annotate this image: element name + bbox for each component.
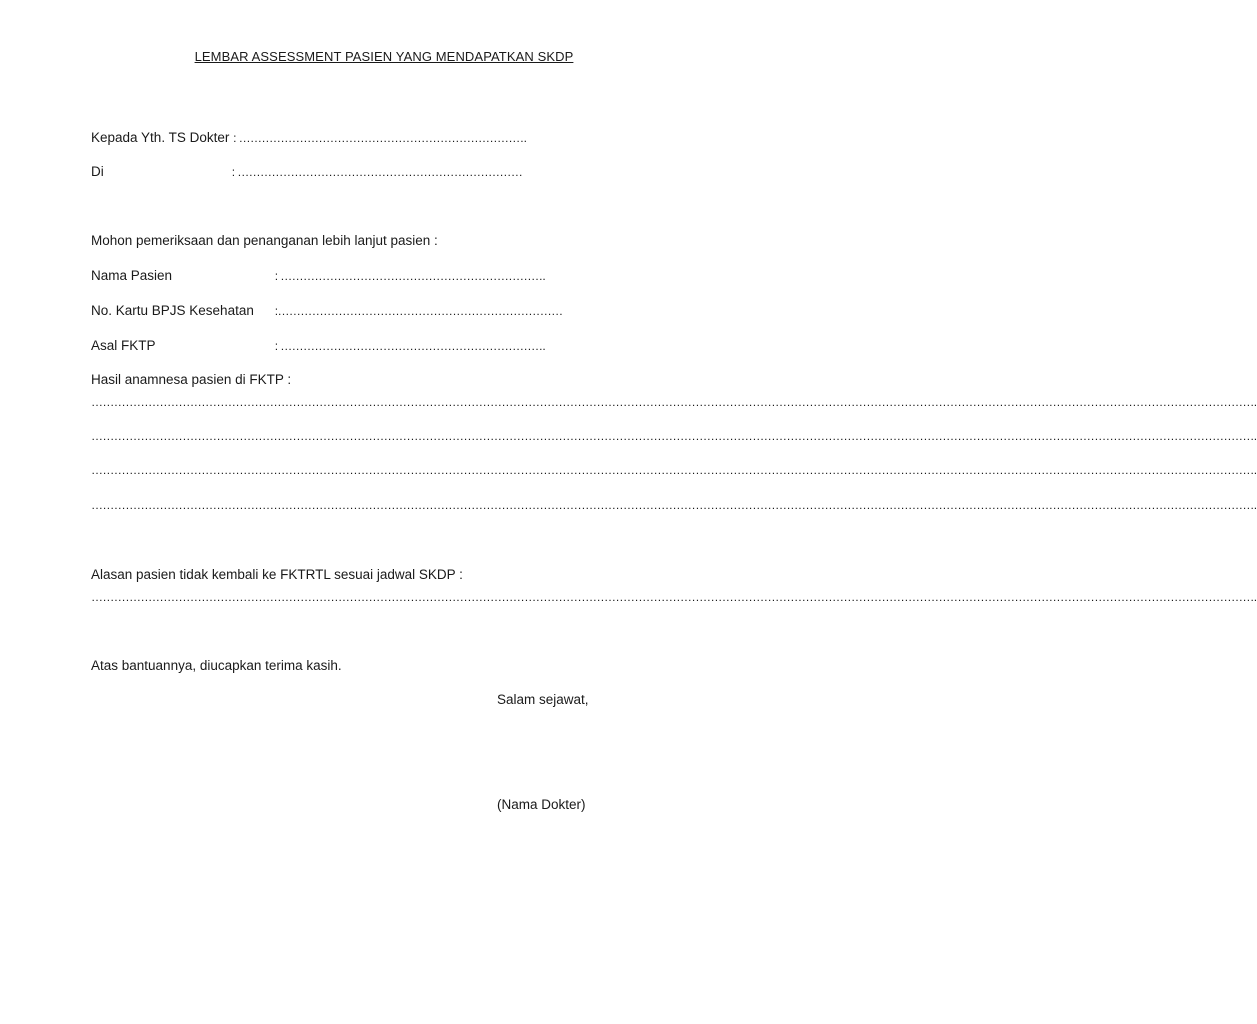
anamnesis-line-3: ………………………………………………………………………………………………………………………………………………………………………………………………………………………………………………………………………………. xyxy=(91,463,1257,477)
patient-bpjs-label: No. Kartu BPJS Kesehatan xyxy=(91,303,254,318)
recipient-doctor-blank: : …………………………………………………………………. xyxy=(233,131,527,145)
closing-text: Atas bantuannya, diucapkan terima kasih. xyxy=(91,658,342,673)
patient-fktp-label: Asal FKTP xyxy=(91,338,156,353)
patient-fktp-blank: : ……………………………………………………………. xyxy=(274,339,546,353)
reason-label: Alasan pasien tidak kembali ke FKTRTL sesuai jadwal SKDP : xyxy=(91,567,463,582)
patient-fktp-row xyxy=(91,338,545,354)
request-text: Mohon pemeriksaan dan penanganan lebih lanjut pasien : xyxy=(91,233,438,248)
patient-name-blank: : ……………………………………………………………. xyxy=(274,269,546,283)
recipient-doctor-label: Kepada Yth. TS Dokter xyxy=(91,130,230,145)
anamnesis-line-1: ………………………………………………………………………………………………………………………………………………………………………………………………………………………………………………………………………………. xyxy=(91,395,1257,409)
patient-name-label: Nama Pasien xyxy=(91,268,173,283)
anamnesis-line-4: ………………………………………………………………………………………………………………………………………………………………………………………………………………………………………………………………………………. xyxy=(91,498,1257,512)
signature-name: (Nama Dokter) xyxy=(497,797,586,812)
anamnesis-label: Hasil anamnesa pasien di FKTP : xyxy=(91,372,292,387)
anamnesis-line-2: ………………………………………………………………………………………………………………………………………………………………………………………………………………………………………………………………………………. xyxy=(91,429,1257,443)
document-title: LEMBAR ASSESSMENT PASIEN YANG MENDAPATKAN SKDP xyxy=(194,49,574,64)
recipient-location-blank: : ………………………………………………………………… xyxy=(231,165,523,179)
recipient-location-row xyxy=(91,164,522,180)
recipient-location-label: Di xyxy=(91,164,104,179)
salutation: Salam sejawat, xyxy=(497,692,589,707)
patient-name-row xyxy=(91,268,545,284)
recipient-doctor-row xyxy=(91,130,526,146)
patient-bpjs-blank: :………………………………………………………………… xyxy=(274,304,563,318)
patient-bpjs-row xyxy=(91,303,563,319)
reason-line: ………………………………………………………………………………………………………………………………………………………………………………………………………………………………………………………………………………. xyxy=(91,590,1257,604)
